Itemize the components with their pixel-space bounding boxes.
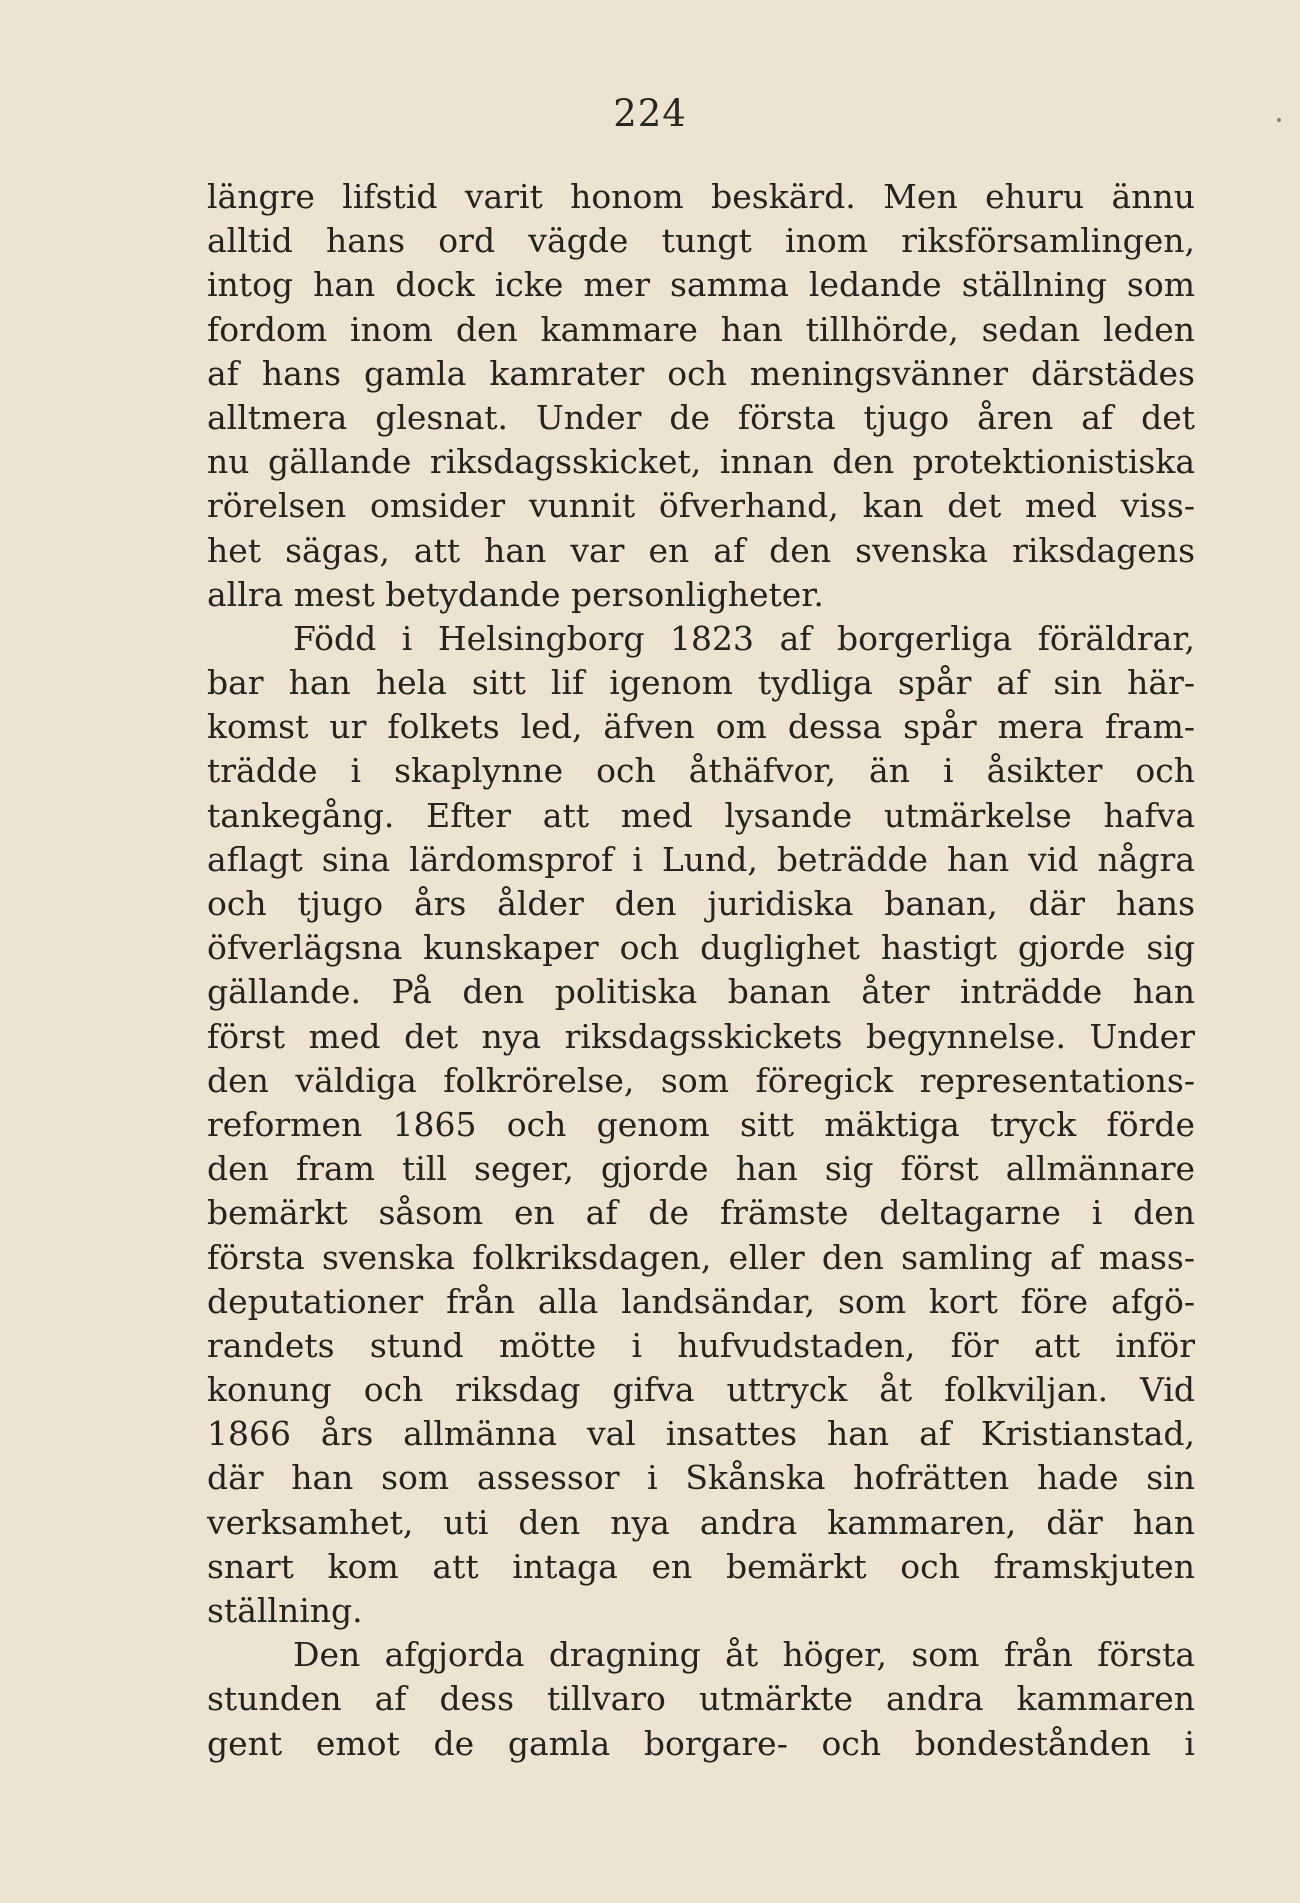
text-line: Den afgjorda dragning åt höger, som från första [293, 1635, 1195, 1675]
text-line: snart kom att intaga en bemärkt och framskjuten [207, 1546, 1195, 1586]
text-line: längre lifstid varit honom beskärd. Men ehuru ännu [207, 177, 1195, 216]
paper-speck [1277, 118, 1281, 122]
text-line: 1866 års allmänna val insattes han af Kristianstad, [207, 1414, 1195, 1454]
text-line: randets stund mötte i hufvudstaden, för att inför [207, 1325, 1195, 1365]
text-line: konung och riksdag gifva uttryck åt folkviljan. Vid [207, 1370, 1195, 1410]
page-number: 224 [613, 92, 687, 135]
text-line: gällande. På den politiska banan åter inträdde han [207, 972, 1195, 1012]
text-line: gent emot de gamla borgare- och bondestånden i [207, 1723, 1195, 1763]
text-line: intog han dock icke mer samma ledande ställning som [207, 265, 1195, 305]
text-line: tankegång. Efter att med lysande utmärkelse hafva [207, 795, 1195, 835]
text-line: den fram till seger, gjorde han sig först allmännare [207, 1149, 1195, 1189]
text-line: rörelsen omsider vunnit öfverhand, kan det med viss- [207, 486, 1195, 526]
text-line: bar han hela sitt lif igenom tydliga spår af sin här- [207, 663, 1195, 703]
text-line: trädde i skaplynne och åthäfvor, än i åsikter och [207, 751, 1195, 791]
text-line: verksamhet, uti den nya andra kammaren, där han [207, 1502, 1195, 1542]
text-line: reformen 1865 och genom sitt mäktiga tryck förde [207, 1104, 1195, 1144]
body-text [207, 175, 1195, 1766]
text-line: stunden af dess tillvaro utmärkte andra kammaren [207, 1679, 1195, 1719]
text-line: allra mest betydande personligheter. [207, 574, 824, 614]
text-line: af hans gamla kamrater och meningsvänner därstädes [207, 353, 1195, 393]
text-line: ställning. [207, 1591, 363, 1630]
text-line: deputationer från alla landsändar, som kort före afgö- [207, 1281, 1195, 1321]
text-line: komst ur folkets led, äfven om dessa spår mera fram- [207, 707, 1195, 747]
text-line: där han som assessor i Skånska hofrätten hade sin [207, 1458, 1195, 1498]
text-line: Född i Helsingborg 1823 af borgerliga föräldrar, [293, 618, 1195, 658]
text-line: nu gällande riksdagsskicket, innan den protektionistiska [207, 442, 1195, 482]
text-line: den väldiga folkrörelse, som föregick representations- [207, 1060, 1195, 1100]
text-line: alltmera glesnat. Under de första tjugo åren af det [207, 397, 1195, 437]
text-line: fordom inom den kammare han tillhörde, sedan leden [207, 309, 1195, 349]
text-line: bemärkt såsom en af de främste deltagarne i den [207, 1193, 1195, 1233]
text-line: alltid hans ord vägde tungt inom riksförsamlingen, [207, 221, 1195, 261]
text-line: aflagt sina lärdomsprof i Lund, beträdde han vid några [207, 839, 1195, 879]
text-line: het sägas, att han var en af den svenska riksdagens [207, 530, 1195, 570]
text-line: öfverlägsna kunskaper och duglighet hastigt gjorde sig [207, 928, 1195, 968]
text-line: första svenska folkriksdagen, eller den samling af mass- [207, 1237, 1195, 1277]
text-line: och tjugo års ålder den juridiska banan, där hans [207, 884, 1195, 923]
text-line: först med det nya riksdagsskickets begynnelse. Under [207, 1016, 1195, 1056]
